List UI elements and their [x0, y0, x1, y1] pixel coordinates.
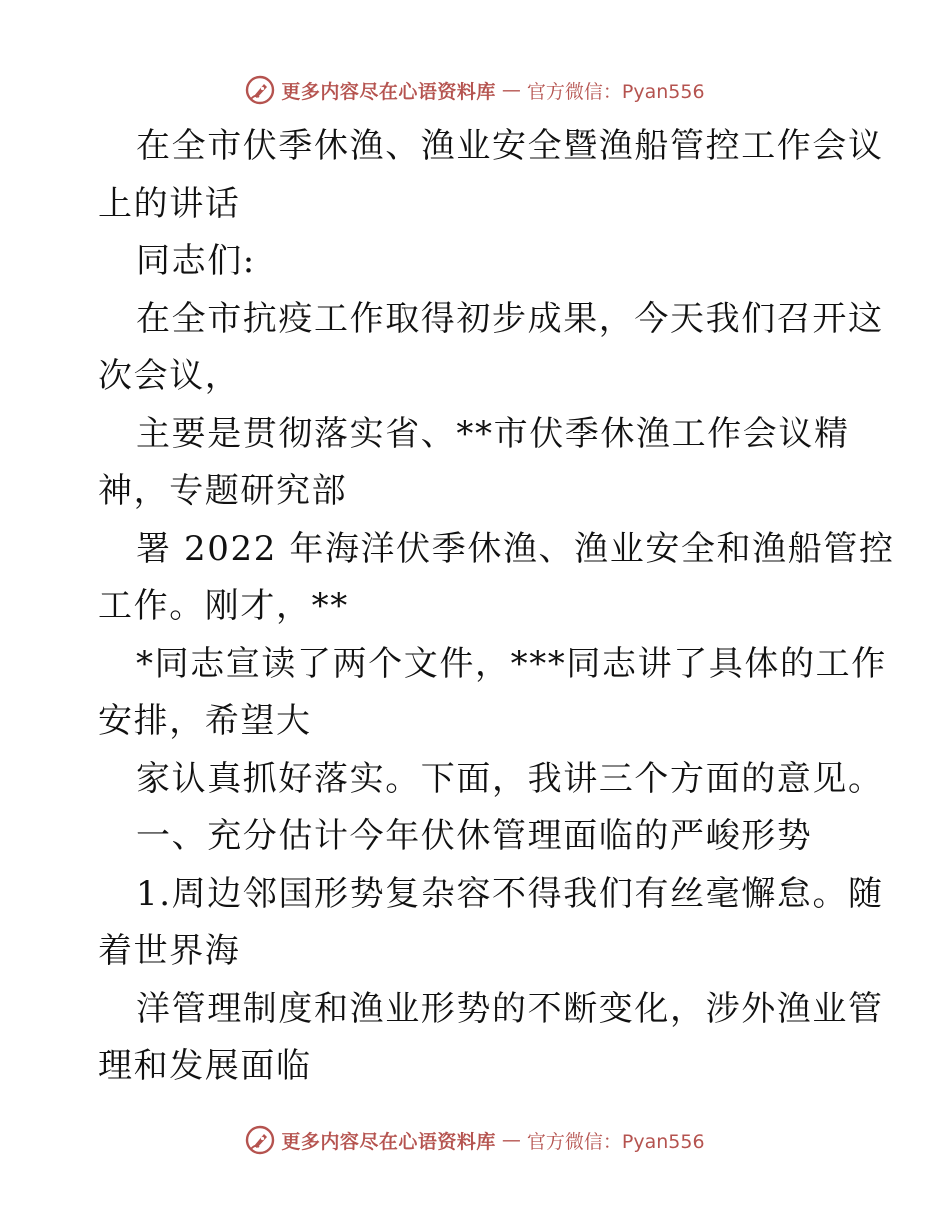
pen-nib-logo-icon	[245, 75, 275, 105]
banner-separator: —	[501, 79, 521, 101]
text-line: 神，专题研究部	[98, 471, 348, 511]
text-line: 洋管理制度和渔业形势的不断变化，涉外渔业管	[136, 988, 884, 1029]
text-line: 主要是贯彻落实省、**市伏季休渔工作会议精	[136, 413, 850, 454]
text-line: 在全市抗疫工作取得初步成果，今天我们召开这	[136, 298, 884, 339]
text-line: 上的讲话	[98, 183, 241, 224]
text-line: 一、充分估计今年伏休管理面临的严峻形势	[136, 816, 813, 856]
text-line: 在全市伏季休渔、渔业安全暨渔船管控工作会议	[136, 126, 884, 166]
banner-contact-text: 官方微信：Pyan556	[526, 1130, 705, 1153]
header-banner	[0, 72, 950, 108]
text-line: 次会议，	[98, 356, 241, 396]
text-line: 1.周边邻国形势复杂容不得我们有丝毫懈怠。随	[136, 873, 884, 914]
banner-brand-text: 更多内容尽在心语资料库	[281, 1130, 496, 1153]
text-line: 工作。刚才，**	[98, 586, 349, 626]
text-line: 同志们:	[136, 241, 256, 281]
text-line: 家认真抓好落实。下面，我讲三个方面的意见。	[136, 758, 884, 799]
banner-brand-text: 更多内容尽在心语资料库	[281, 80, 496, 103]
banner-separator: —	[501, 1129, 521, 1151]
banner-contact-text: 官方微信：Pyan556	[526, 80, 705, 103]
text-line: 安排，希望大	[98, 701, 312, 741]
pen-nib-logo-icon	[245, 1125, 275, 1155]
text-line: 理和发展面临	[98, 1046, 312, 1086]
text-line: 着世界海	[98, 931, 241, 971]
text-line: *同志宣读了两个文件，***同志讲了具体的工作	[136, 643, 887, 684]
text-line: 署 2022 年海洋伏季休渔、渔业安全和渔船管控	[136, 528, 895, 569]
document-body	[98, 118, 895, 1096]
footer-banner	[0, 1122, 950, 1158]
